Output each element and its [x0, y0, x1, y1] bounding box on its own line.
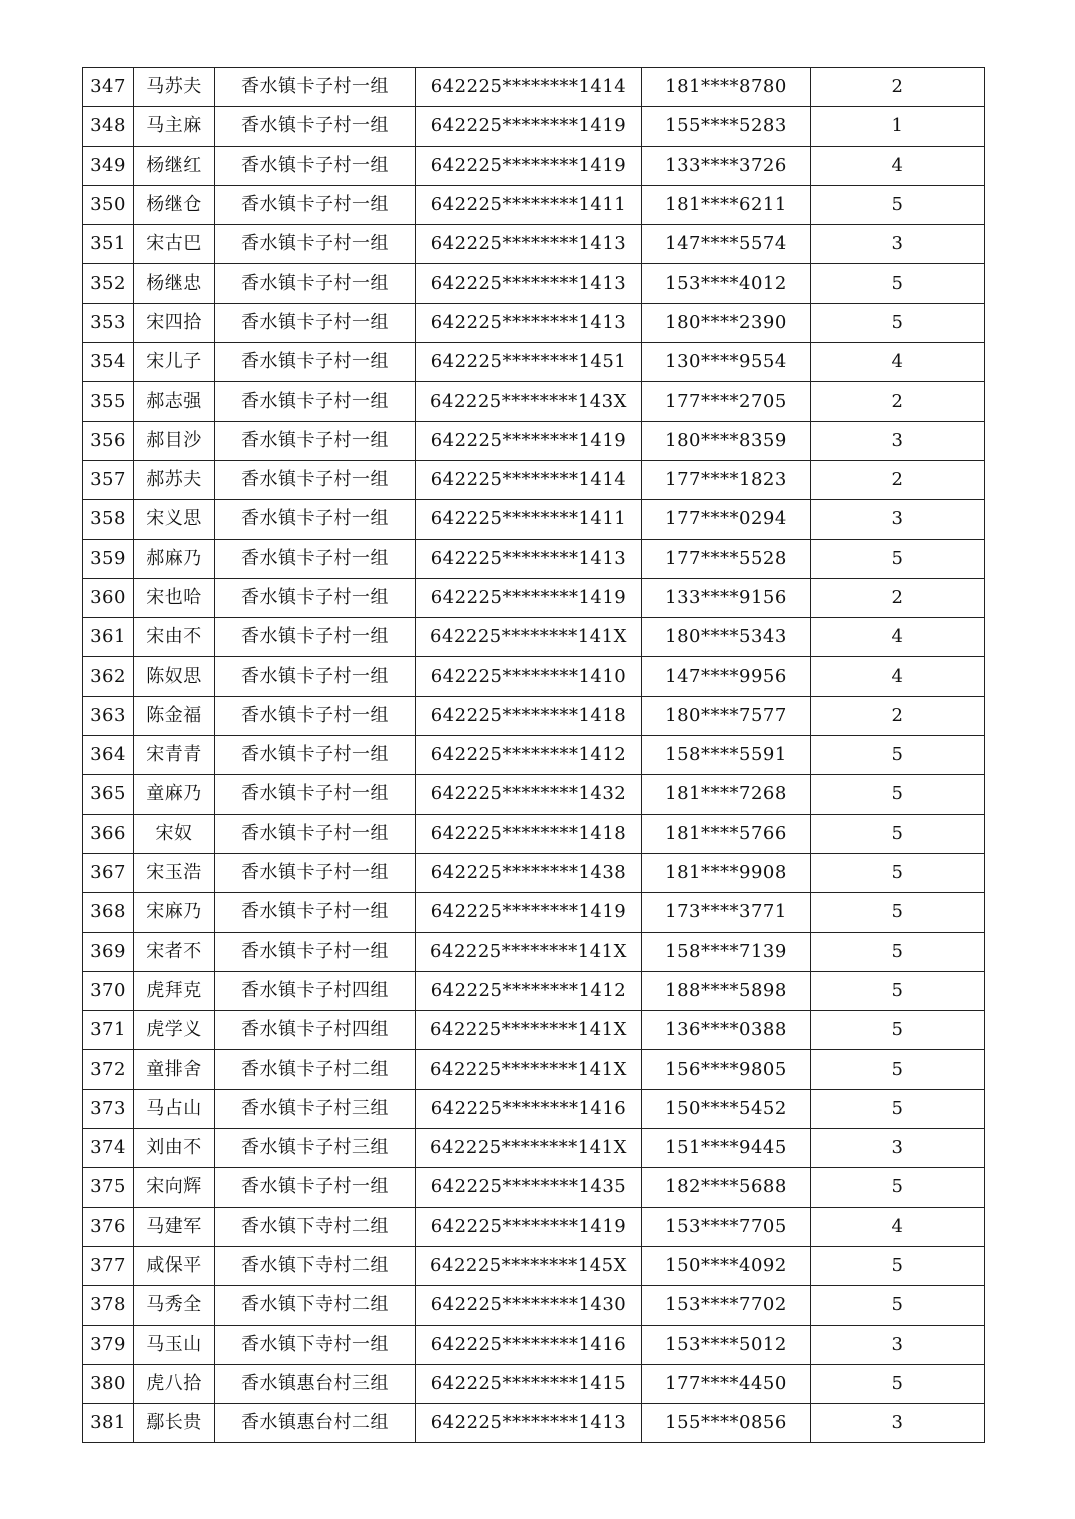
row-number-cell: 350 — [83, 185, 134, 224]
row-number-cell: 348 — [83, 107, 134, 146]
table-row — [83, 107, 985, 146]
address-cell: 香水镇卡子村一组 — [215, 1168, 416, 1207]
id-number-cell: 642225********1413 — [416, 264, 642, 303]
id-number-cell: 642225********1451 — [416, 343, 642, 382]
row-number-cell: 372 — [83, 1050, 134, 1089]
phone-number-cell: 180****8359 — [642, 421, 811, 460]
row-number-cell: 361 — [83, 618, 134, 657]
household-count-cell: 3 — [811, 421, 985, 460]
address-cell: 香水镇卡子村一组 — [215, 932, 416, 971]
phone-number-cell: 147****9956 — [642, 657, 811, 696]
row-number-cell: 369 — [83, 932, 134, 971]
household-count-cell: 3 — [811, 1325, 985, 1364]
person-name-cell: 马建军 — [134, 1207, 215, 1246]
household-count-cell: 5 — [811, 1286, 985, 1325]
row-number-cell: 376 — [83, 1207, 134, 1246]
id-number-cell: 642225********145X — [416, 1246, 642, 1285]
person-name-cell: 宋义思 — [134, 500, 215, 539]
id-number-cell: 642225********1413 — [416, 303, 642, 342]
row-number-cell: 347 — [83, 68, 134, 107]
household-count-cell: 5 — [811, 775, 985, 814]
id-number-cell: 642225********1411 — [416, 185, 642, 224]
address-cell: 香水镇卡子村一组 — [215, 107, 416, 146]
row-number-cell: 363 — [83, 696, 134, 735]
person-name-cell: 杨继忠 — [134, 264, 215, 303]
person-name-cell: 宋四拾 — [134, 303, 215, 342]
id-number-cell: 642225********141X — [416, 618, 642, 657]
household-count-cell: 2 — [811, 460, 985, 499]
address-cell: 香水镇卡子村三组 — [215, 1089, 416, 1128]
table-row — [83, 225, 985, 264]
row-number-cell: 381 — [83, 1404, 134, 1443]
phone-number-cell: 177****0294 — [642, 500, 811, 539]
address-cell: 香水镇惠台村三组 — [215, 1364, 416, 1403]
table-row — [83, 775, 985, 814]
phone-number-cell: 181****7268 — [642, 775, 811, 814]
row-number-cell: 373 — [83, 1089, 134, 1128]
row-number-cell: 349 — [83, 146, 134, 185]
id-number-cell: 642225********1412 — [416, 736, 642, 775]
row-number-cell: 364 — [83, 736, 134, 775]
id-number-cell: 642225********141X — [416, 1050, 642, 1089]
table-row — [83, 1129, 985, 1168]
id-number-cell: 642225********1416 — [416, 1089, 642, 1128]
id-number-cell: 642225********1414 — [416, 460, 642, 499]
person-name-cell: 童麻乃 — [134, 775, 215, 814]
phone-number-cell: 181****5766 — [642, 814, 811, 853]
table-row — [83, 68, 985, 107]
person-name-cell: 鄢长贵 — [134, 1404, 215, 1443]
table-row — [83, 853, 985, 892]
table-row — [83, 657, 985, 696]
phone-number-cell: 150****5452 — [642, 1089, 811, 1128]
id-number-cell: 642225********1435 — [416, 1168, 642, 1207]
phone-number-cell: 180****5343 — [642, 618, 811, 657]
household-count-cell: 5 — [811, 264, 985, 303]
id-number-cell: 642225********1419 — [416, 421, 642, 460]
phone-number-cell: 177****1823 — [642, 460, 811, 499]
person-name-cell: 郝志强 — [134, 382, 215, 421]
person-name-cell: 童排舍 — [134, 1050, 215, 1089]
person-name-cell: 宋由不 — [134, 618, 215, 657]
person-name-cell: 郝麻乃 — [134, 539, 215, 578]
household-count-cell: 5 — [811, 736, 985, 775]
address-cell: 香水镇卡子村四组 — [215, 971, 416, 1010]
row-number-cell: 365 — [83, 775, 134, 814]
row-number-cell: 357 — [83, 460, 134, 499]
household-count-cell: 5 — [811, 853, 985, 892]
phone-number-cell: 181****8780 — [642, 68, 811, 107]
table-row — [83, 932, 985, 971]
table-row — [83, 696, 985, 735]
row-number-cell: 375 — [83, 1168, 134, 1207]
address-cell: 香水镇下寺村二组 — [215, 1207, 416, 1246]
person-name-cell: 宋向辉 — [134, 1168, 215, 1207]
phone-number-cell: 173****3771 — [642, 893, 811, 932]
id-number-cell: 642225********141X — [416, 1011, 642, 1050]
table-row — [83, 618, 985, 657]
table-row — [83, 460, 985, 499]
person-name-cell: 马主麻 — [134, 107, 215, 146]
phone-number-cell: 188****5898 — [642, 971, 811, 1010]
phone-number-cell: 130****9554 — [642, 343, 811, 382]
row-number-cell: 379 — [83, 1325, 134, 1364]
id-number-cell: 642225********1438 — [416, 853, 642, 892]
person-name-cell: 虎拜克 — [134, 971, 215, 1010]
person-name-cell: 杨继仓 — [134, 185, 215, 224]
phone-number-cell: 177****4450 — [642, 1364, 811, 1403]
person-name-cell: 宋也哈 — [134, 578, 215, 617]
id-number-cell: 642225********1411 — [416, 500, 642, 539]
person-name-cell: 杨继红 — [134, 146, 215, 185]
table-row — [83, 539, 985, 578]
address-cell: 香水镇卡子村一组 — [215, 264, 416, 303]
id-number-cell: 642225********1413 — [416, 1404, 642, 1443]
address-cell: 香水镇卡子村一组 — [215, 225, 416, 264]
id-number-cell: 642225********1419 — [416, 1207, 642, 1246]
id-number-cell: 642225********1418 — [416, 814, 642, 853]
id-number-cell: 642225********1415 — [416, 1364, 642, 1403]
table-row — [83, 578, 985, 617]
table-row — [83, 1011, 985, 1050]
household-count-cell: 3 — [811, 1129, 985, 1168]
household-count-cell: 2 — [811, 696, 985, 735]
address-cell: 香水镇惠台村二组 — [215, 1404, 416, 1443]
household-count-cell: 3 — [811, 1404, 985, 1443]
household-count-cell: 2 — [811, 382, 985, 421]
phone-number-cell: 155****0856 — [642, 1404, 811, 1443]
person-name-cell: 马秀全 — [134, 1286, 215, 1325]
id-number-cell: 642225********1410 — [416, 657, 642, 696]
row-number-cell: 354 — [83, 343, 134, 382]
person-name-cell: 马占山 — [134, 1089, 215, 1128]
household-count-cell: 5 — [811, 1050, 985, 1089]
phone-number-cell: 147****5574 — [642, 225, 811, 264]
row-number-cell: 359 — [83, 539, 134, 578]
person-name-cell: 咸保平 — [134, 1246, 215, 1285]
phone-number-cell: 133****3726 — [642, 146, 811, 185]
household-count-cell: 5 — [811, 1011, 985, 1050]
household-count-cell: 4 — [811, 1207, 985, 1246]
phone-number-cell: 153****4012 — [642, 264, 811, 303]
household-roster-table — [82, 67, 985, 1443]
table-row — [83, 736, 985, 775]
person-name-cell: 宋儿子 — [134, 343, 215, 382]
household-count-cell: 5 — [811, 1246, 985, 1285]
address-cell: 香水镇卡子村一组 — [215, 578, 416, 617]
address-cell: 香水镇卡子村一组 — [215, 814, 416, 853]
household-count-cell: 5 — [811, 971, 985, 1010]
household-count-cell: 4 — [811, 618, 985, 657]
id-number-cell: 642225********1413 — [416, 225, 642, 264]
household-count-cell: 1 — [811, 107, 985, 146]
table-row — [83, 264, 985, 303]
row-number-cell: 360 — [83, 578, 134, 617]
row-number-cell: 351 — [83, 225, 134, 264]
person-name-cell: 郝目沙 — [134, 421, 215, 460]
row-number-cell: 366 — [83, 814, 134, 853]
address-cell: 香水镇卡子村一组 — [215, 539, 416, 578]
id-number-cell: 642225********1418 — [416, 696, 642, 735]
household-count-cell: 2 — [811, 578, 985, 617]
id-number-cell: 642225********1419 — [416, 578, 642, 617]
address-cell: 香水镇卡子村一组 — [215, 696, 416, 735]
person-name-cell: 马玉山 — [134, 1325, 215, 1364]
table-row — [83, 421, 985, 460]
person-name-cell: 宋麻乃 — [134, 893, 215, 932]
table-row — [83, 303, 985, 342]
household-count-cell: 3 — [811, 225, 985, 264]
id-number-cell: 642225********1414 — [416, 68, 642, 107]
household-count-cell: 5 — [811, 814, 985, 853]
household-count-cell: 3 — [811, 500, 985, 539]
row-number-cell: 356 — [83, 421, 134, 460]
household-count-cell: 4 — [811, 343, 985, 382]
roster-table-body — [83, 68, 985, 1443]
person-name-cell: 宋青青 — [134, 736, 215, 775]
address-cell: 香水镇卡子村一组 — [215, 68, 416, 107]
phone-number-cell: 177****5528 — [642, 539, 811, 578]
phone-number-cell: 155****5283 — [642, 107, 811, 146]
table-row — [83, 1404, 985, 1443]
address-cell: 香水镇卡子村一组 — [215, 421, 416, 460]
address-cell: 香水镇卡子村一组 — [215, 500, 416, 539]
address-cell: 香水镇卡子村一组 — [215, 736, 416, 775]
phone-number-cell: 180****2390 — [642, 303, 811, 342]
person-name-cell: 陈金福 — [134, 696, 215, 735]
person-name-cell: 宋古巴 — [134, 225, 215, 264]
person-name-cell: 郝苏夫 — [134, 460, 215, 499]
address-cell: 香水镇卡子村一组 — [215, 853, 416, 892]
address-cell: 香水镇下寺村二组 — [215, 1286, 416, 1325]
phone-number-cell: 151****9445 — [642, 1129, 811, 1168]
table-row — [83, 343, 985, 382]
address-cell: 香水镇卡子村一组 — [215, 343, 416, 382]
household-count-cell: 5 — [811, 1364, 985, 1403]
person-name-cell: 刘由不 — [134, 1129, 215, 1168]
table-row — [83, 814, 985, 853]
row-number-cell: 368 — [83, 893, 134, 932]
address-cell: 香水镇卡子村一组 — [215, 146, 416, 185]
household-count-cell: 4 — [811, 146, 985, 185]
phone-number-cell: 150****4092 — [642, 1246, 811, 1285]
row-number-cell: 352 — [83, 264, 134, 303]
table-row — [83, 185, 985, 224]
row-number-cell: 380 — [83, 1364, 134, 1403]
person-name-cell: 陈奴思 — [134, 657, 215, 696]
phone-number-cell: 177****2705 — [642, 382, 811, 421]
phone-number-cell: 158****7139 — [642, 932, 811, 971]
address-cell: 香水镇卡子村一组 — [215, 775, 416, 814]
household-count-cell: 4 — [811, 657, 985, 696]
phone-number-cell: 158****5591 — [642, 736, 811, 775]
phone-number-cell: 180****7577 — [642, 696, 811, 735]
address-cell: 香水镇卡子村一组 — [215, 303, 416, 342]
address-cell: 香水镇卡子村一组 — [215, 185, 416, 224]
person-name-cell: 虎八拾 — [134, 1364, 215, 1403]
address-cell: 香水镇卡子村一组 — [215, 657, 416, 696]
phone-number-cell: 181****6211 — [642, 185, 811, 224]
id-number-cell: 642225********143X — [416, 382, 642, 421]
household-count-cell: 5 — [811, 1089, 985, 1128]
household-count-cell: 5 — [811, 539, 985, 578]
address-cell: 香水镇卡子村三组 — [215, 1129, 416, 1168]
address-cell: 香水镇卡子村一组 — [215, 618, 416, 657]
household-count-cell: 5 — [811, 303, 985, 342]
table-row — [83, 893, 985, 932]
id-number-cell: 642225********1413 — [416, 539, 642, 578]
table-row — [83, 1286, 985, 1325]
household-count-cell: 5 — [811, 893, 985, 932]
row-number-cell: 371 — [83, 1011, 134, 1050]
address-cell: 香水镇下寺村一组 — [215, 1325, 416, 1364]
person-name-cell: 宋者不 — [134, 932, 215, 971]
id-number-cell: 642225********1419 — [416, 107, 642, 146]
phone-number-cell: 153****7705 — [642, 1207, 811, 1246]
table-row — [83, 146, 985, 185]
phone-number-cell: 156****9805 — [642, 1050, 811, 1089]
address-cell: 香水镇卡子村一组 — [215, 382, 416, 421]
row-number-cell: 374 — [83, 1129, 134, 1168]
row-number-cell: 355 — [83, 382, 134, 421]
address-cell: 香水镇下寺村二组 — [215, 1246, 416, 1285]
person-name-cell: 宋玉浩 — [134, 853, 215, 892]
row-number-cell: 370 — [83, 971, 134, 1010]
phone-number-cell: 153****5012 — [642, 1325, 811, 1364]
row-number-cell: 367 — [83, 853, 134, 892]
address-cell: 香水镇卡子村二组 — [215, 1050, 416, 1089]
person-name-cell: 马苏夫 — [134, 68, 215, 107]
table-row — [83, 1325, 985, 1364]
row-number-cell: 358 — [83, 500, 134, 539]
id-number-cell: 642225********1419 — [416, 146, 642, 185]
id-number-cell: 642225********1419 — [416, 893, 642, 932]
household-count-cell: 2 — [811, 68, 985, 107]
table-row — [83, 500, 985, 539]
phone-number-cell: 133****9156 — [642, 578, 811, 617]
id-number-cell: 642225********141X — [416, 932, 642, 971]
row-number-cell: 377 — [83, 1246, 134, 1285]
table-row — [83, 1089, 985, 1128]
table-row — [83, 1168, 985, 1207]
person-name-cell: 虎学义 — [134, 1011, 215, 1050]
row-number-cell: 378 — [83, 1286, 134, 1325]
phone-number-cell: 136****0388 — [642, 1011, 811, 1050]
address-cell: 香水镇卡子村一组 — [215, 460, 416, 499]
phone-number-cell: 181****9908 — [642, 853, 811, 892]
table-row — [83, 382, 985, 421]
address-cell: 香水镇卡子村四组 — [215, 1011, 416, 1050]
table-row — [83, 971, 985, 1010]
id-number-cell: 642225********141X — [416, 1129, 642, 1168]
id-number-cell: 642225********1430 — [416, 1286, 642, 1325]
address-cell: 香水镇卡子村一组 — [215, 893, 416, 932]
household-count-cell: 5 — [811, 1168, 985, 1207]
phone-number-cell: 153****7702 — [642, 1286, 811, 1325]
person-name-cell: 宋奴 — [134, 814, 215, 853]
table-row — [83, 1207, 985, 1246]
id-number-cell: 642225********1412 — [416, 971, 642, 1010]
row-number-cell: 353 — [83, 303, 134, 342]
id-number-cell: 642225********1416 — [416, 1325, 642, 1364]
household-count-cell: 5 — [811, 932, 985, 971]
phone-number-cell: 182****5688 — [642, 1168, 811, 1207]
table-row — [83, 1050, 985, 1089]
id-number-cell: 642225********1432 — [416, 775, 642, 814]
table-row — [83, 1364, 985, 1403]
table-row — [83, 1246, 985, 1285]
row-number-cell: 362 — [83, 657, 134, 696]
household-count-cell: 5 — [811, 185, 985, 224]
